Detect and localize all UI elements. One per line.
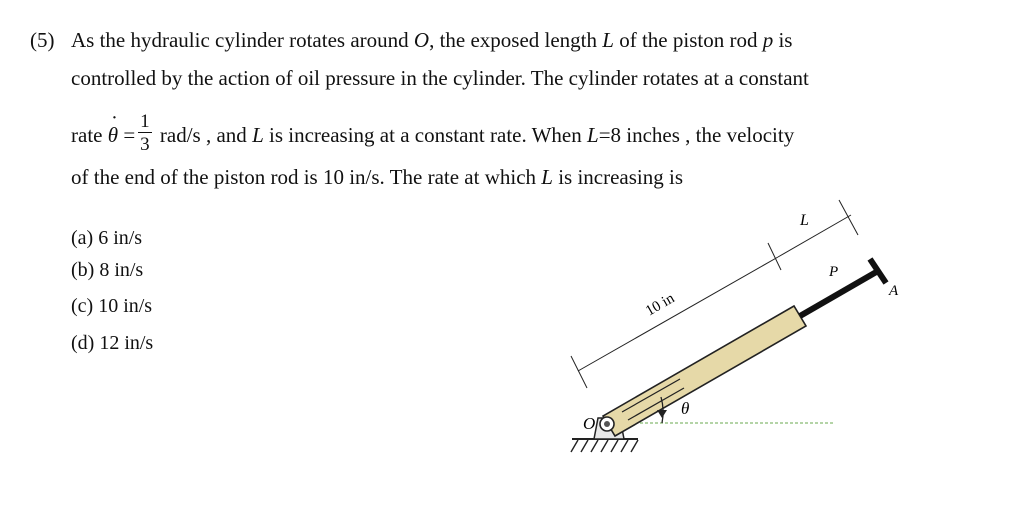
label-A: A bbox=[889, 283, 899, 299]
piston-rod bbox=[800, 271, 878, 316]
problem-number: (5) bbox=[30, 28, 55, 52]
label-O: O bbox=[583, 414, 596, 433]
option-b[interactable]: (b) 8 in/s bbox=[71, 259, 144, 281]
problem-line-2: controlled by the action of oil pressure in the cylinder. The cylinder rotates at a constant bbox=[71, 66, 809, 90]
ground-support bbox=[571, 439, 638, 452]
label-P: P bbox=[829, 264, 839, 280]
fraction-one-third: $\frac{1}{3}$ bbox=[140, 111, 150, 155]
theta-dot-symbol: ˙ θ bbox=[108, 125, 118, 146]
problem-line-1: As the hydraulic cylinder rotates around O, the exposed length L of the piston rod p is bbox=[71, 28, 793, 52]
problem-line-4: of the end of the piston rod is 10 in/s. The rate at which L is increasing is bbox=[71, 165, 684, 189]
option-d[interactable]: (d) 12 in/s bbox=[71, 332, 154, 354]
label-theta: θ bbox=[681, 399, 690, 418]
pivot-pin-inner bbox=[604, 421, 610, 427]
dimension-L bbox=[778, 200, 858, 257]
theta-arrowhead bbox=[657, 410, 667, 418]
dimension-10in bbox=[571, 243, 781, 388]
label-10in: 10 in bbox=[643, 290, 678, 320]
option-c[interactable]: (c) 10 in/s bbox=[71, 295, 153, 317]
option-a[interactable]: (a) 6 in/s bbox=[71, 227, 143, 249]
label-L: L bbox=[800, 212, 809, 229]
problem-line-3: rate ˙ θ = $\frac{1}{3}$ rad/s , and L is increasing at a constant rate. When L=8 inches , the velocity bbox=[71, 116, 794, 158]
